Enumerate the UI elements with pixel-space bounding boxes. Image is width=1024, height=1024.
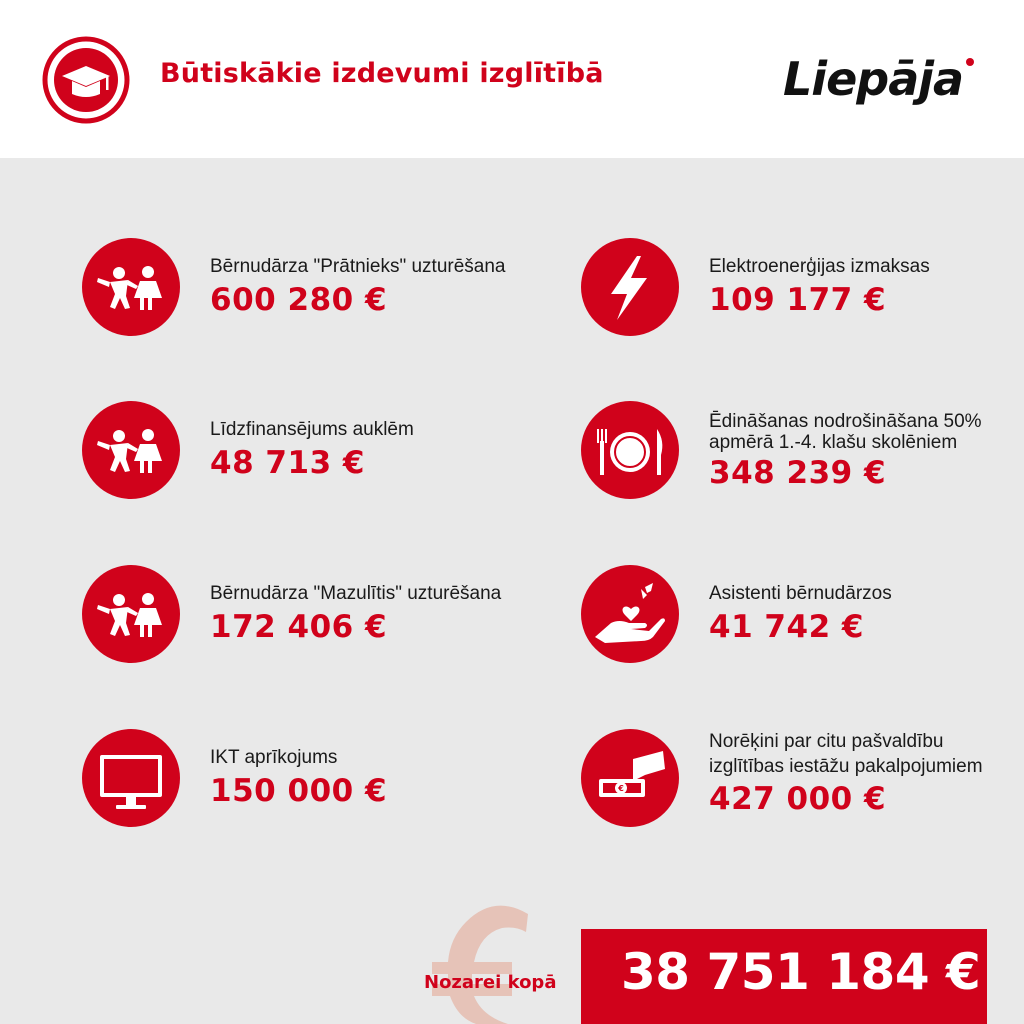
item-label: Līdzfinansējums auklēm	[210, 419, 414, 440]
item-label-line2: apmērā 1.-4. klašu skolēniem	[709, 432, 958, 453]
page-title: Būtiskākie izdevumi izglītībā	[160, 58, 604, 89]
item-label-line1: Ēdināšanas nodrošināšana 50%	[709, 411, 982, 432]
children-icon	[82, 238, 180, 336]
item-amount: 41 742 €	[709, 609, 865, 645]
svg-text:€: €	[618, 784, 624, 793]
item-label: Elektroenerģijas izmaksas	[709, 256, 930, 277]
plate-cutlery-icon	[581, 401, 679, 499]
liepaja-logo: Liepāja	[783, 52, 964, 106]
item-label: IKT aprīkojums	[210, 747, 338, 768]
children-icon	[82, 565, 180, 663]
total-value: 38 751 184 €	[621, 943, 981, 1001]
item-amount: 109 177 €	[709, 282, 887, 318]
item-label-line1: Norēķini par citu pašvaldību	[709, 731, 944, 752]
item-label: Asistenti bērnudārzos	[709, 583, 892, 604]
monitor-icon	[82, 729, 180, 827]
logo-dot	[966, 58, 974, 66]
item-amount: 172 406 €	[210, 609, 388, 645]
item-amount: 348 239 €	[709, 455, 887, 491]
item-amount: 48 713 €	[210, 445, 366, 481]
item-label: Bērnudārza "Prātnieks" uzturēšana	[210, 256, 506, 277]
hand-money-icon	[581, 729, 679, 827]
euro-watermark-icon	[420, 900, 570, 1024]
hand-heart-icon	[581, 565, 679, 663]
header	[0, 0, 1024, 158]
total-label: Nozarei kopā	[424, 972, 557, 993]
item-amount: 427 000 €	[709, 781, 887, 817]
total-box	[581, 929, 987, 1024]
item-amount: 150 000 €	[210, 773, 388, 809]
graduation-cap-icon	[42, 36, 130, 124]
children-icon	[82, 401, 180, 499]
item-label-line2: izglītības iestāžu pakalpojumiem	[709, 756, 983, 777]
lightning-icon	[581, 238, 679, 336]
item-label: Bērnudārza "Mazulītis" uzturēšana	[210, 583, 502, 604]
item-amount: 600 280 €	[210, 282, 388, 318]
